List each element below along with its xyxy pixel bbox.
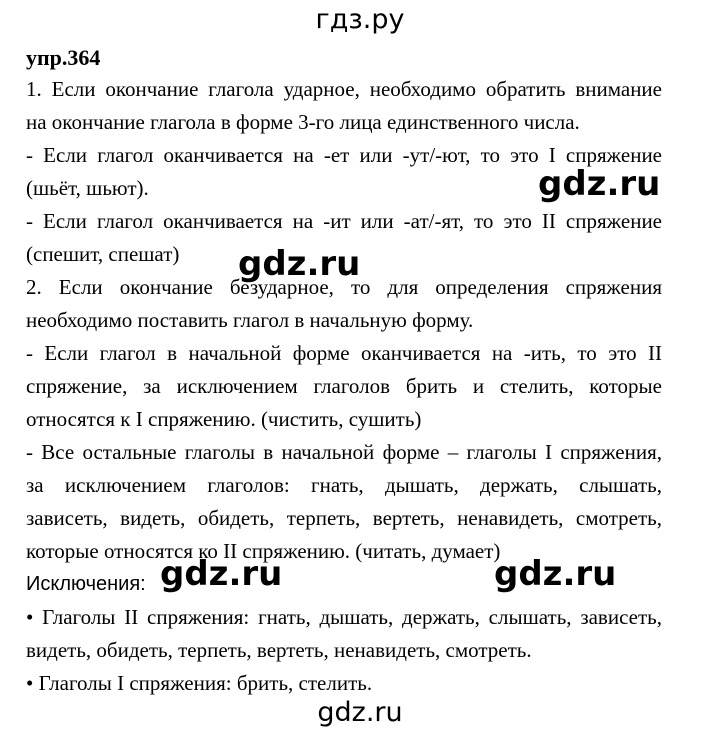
text-line: необходимо поставить глагол в начальную форму.: [26, 308, 474, 332]
watermark: gdz.ru: [238, 244, 361, 284]
text-line: спряжение, за исключением глаголов брить и стелить, которые: [26, 374, 662, 398]
text-line: 1. Если окончание глагола ударное, необходимо обратить внимание: [26, 77, 662, 101]
site-footer: gdz.ru: [317, 697, 403, 728]
text-line: • Глаголы I спряжения: брить, стелить.: [26, 671, 373, 695]
watermark: gdz.ru: [160, 554, 283, 594]
text-line: (шьёт, шьют).: [26, 176, 149, 200]
text-line: - Если глагол оканчивается на -ит или -ат/-ят, то это II спряжение: [26, 209, 662, 233]
exceptions-heading: Исключения:: [26, 573, 146, 595]
text-line: - Если глагол в начальной форме оканчивается на -ить, то это II: [26, 341, 662, 365]
text-line: зависеть, видеть, обидеть, терпеть, вертеть, ненавидеть, смотреть,: [26, 506, 662, 530]
text-line: которые относятся ко II спряжению. (читать, думает): [26, 539, 501, 563]
text-line: (спешит, спешат): [26, 242, 180, 266]
text-line: за исключением глаголов: гнать, дышать, держать, слышать,: [26, 473, 662, 497]
text-line: - Если глагол оканчивается на -ет или -ут/-ют, то это I спряжение: [26, 143, 662, 167]
exercise-title: упр.364: [26, 45, 101, 70]
text-line: 2. Если окончание безударное, то для определения спряжения: [26, 275, 662, 299]
watermark: gdz.ru: [538, 164, 661, 204]
text-line: на окончание глагола в форме 3-го лица единственного числа.: [26, 110, 580, 134]
text-line: видеть, обидеть, терпеть, вертеть, ненавидеть, смотреть.: [26, 638, 532, 662]
text-line: - Все остальные глаголы в начальной форме – глаголы I спряжения,: [26, 440, 662, 464]
text-line: • Глаголы II спряжения: гнать, дышать, держать, слышать, зависеть,: [26, 605, 662, 629]
text-line: относятся к I спряжению. (чистить, сушить): [26, 407, 422, 431]
site-header: гдз.ру: [315, 4, 405, 35]
watermark: gdz.ru: [494, 554, 617, 594]
